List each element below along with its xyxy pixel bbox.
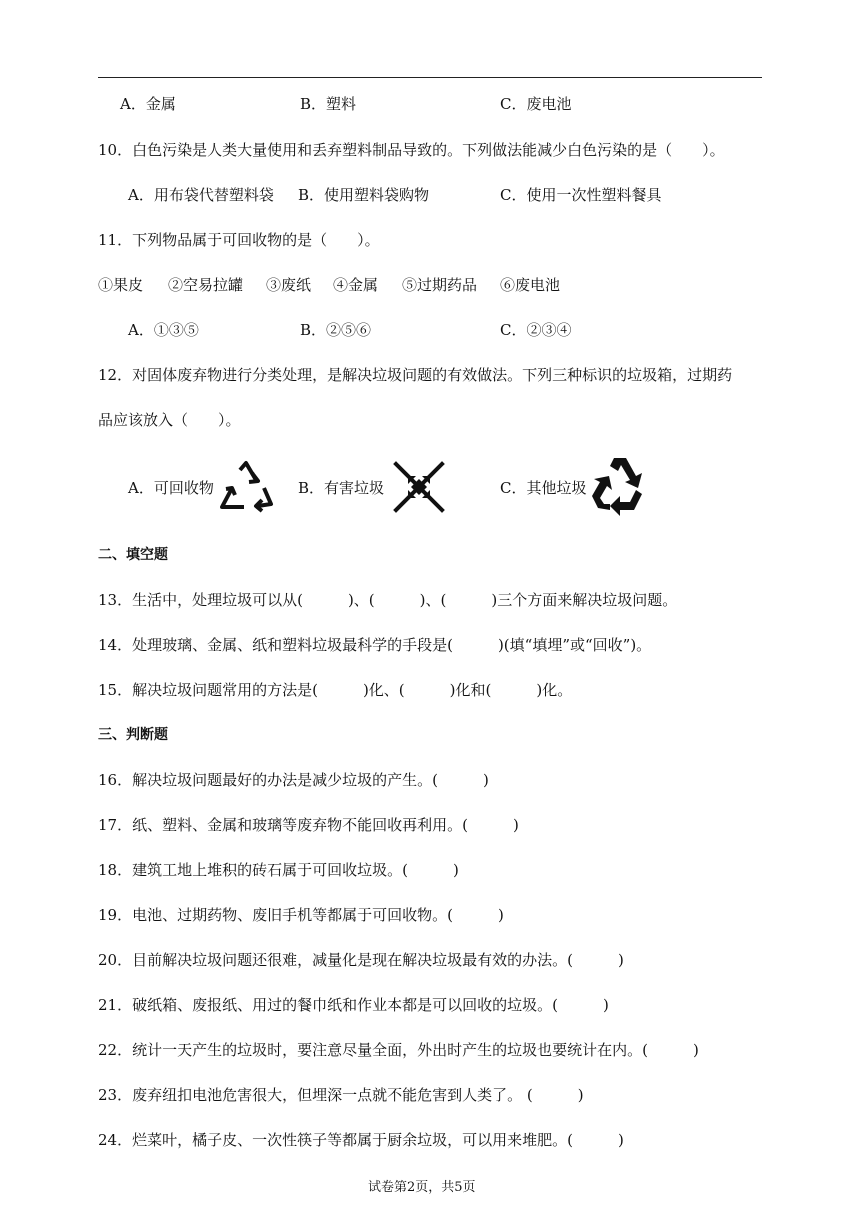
q11-item-5: ⑤过期药品 — [402, 276, 478, 294]
q11-option-a: A．①③⑤ — [128, 321, 199, 339]
q17: 17．纸、塑料、金属和玻璃等废弃物不能回收再利用。( ) — [98, 816, 519, 834]
q10-option-a: A．用布袋代替塑料袋 — [128, 186, 274, 204]
q11-item-2: ②空易拉罐 — [168, 276, 244, 294]
q16: 16．解决垃圾问题最好的办法是减少垃圾的产生。( ) — [98, 771, 489, 789]
q23: 23．废弃纽扣电池危害很大，但埋深一点就不能危害到人类了。 ( ) — [98, 1086, 584, 1104]
q24: 24．烂菜叶，橘子皮、一次性筷子等都属于厨余垃圾，可以用来堆肥。( ) — [98, 1131, 624, 1149]
section-title-true-false: 三、判断题 — [98, 727, 168, 743]
q14: 14．处理玻璃、金属、纸和塑料垃圾最科学的手段是( )(填“填埋”或“回收”)。 — [98, 636, 652, 654]
q22: 22．统计一天产生的垃圾时，要注意尽量全面，外出时产生的垃圾也要统计在内。( ) — [98, 1041, 699, 1059]
q12-option-b: B．有害垃圾 — [298, 479, 385, 497]
q21: 21．破纸箱、废报纸、用过的餐巾纸和作业本都是可以回收的垃圾。( ) — [98, 996, 609, 1014]
recycle-triangle-icon — [218, 460, 274, 514]
q13: 13．生活中，处理垃圾可以从( )、( )、( )三个方面来解决垃圾问题。 — [98, 591, 678, 609]
q12-stem-line1: 12．对固体废弃物进行分类处理，是解决垃圾问题的有效做法。下列三种标识的垃圾箱，过期药 — [98, 366, 733, 384]
q12-option-c: C．其他垃圾 — [500, 479, 587, 497]
hazard-cross-arrows-icon — [392, 460, 446, 514]
q10-stem: 10．白色污染是人类大量使用和丢弃塑料制品导致的。下列做法能减少白色污染的是（ ）。 — [98, 141, 725, 159]
q11-item-3: ③废纸 — [266, 276, 312, 294]
q20: 20．目前解决垃圾问题还很难，减量化是现在解决垃圾最有效的办法。( ) — [98, 951, 624, 969]
q10-option-c: C．使用一次性塑料餐具 — [500, 186, 662, 204]
q9-option-b: B．塑料 — [300, 95, 357, 113]
q18: 18．建筑工地上堆积的砖石属于可回收垃圾。( ) — [98, 861, 459, 879]
section-title-fill-in: 二、填空题 — [98, 547, 168, 563]
q11-stem: 11．下列物品属于可回收物的是（ ）。 — [98, 231, 380, 249]
q12-stem-line2: 品应该放入（ ）。 — [98, 411, 241, 429]
recycle-triangle-icon — [590, 452, 650, 516]
header-rule — [98, 77, 762, 78]
q11-option-c: C．②③④ — [500, 321, 572, 339]
q9-option-a: A．金属 — [120, 95, 176, 113]
q11-item-6: ⑥废电池 — [500, 276, 561, 294]
q11-option-b: B．②⑤⑥ — [300, 321, 372, 339]
q15: 15．解决垃圾问题常用的方法是( )化、( )化和( )化。 — [98, 681, 573, 699]
q11-item-4: ④金属 — [333, 276, 379, 294]
q9-option-c: C．废电池 — [500, 95, 572, 113]
q10-option-b: B．使用塑料袋购物 — [298, 186, 430, 204]
q12-option-a: A．可回收物 — [128, 479, 214, 497]
q11-item-1: ①果皮 — [98, 276, 144, 294]
q19: 19．电池、过期药物、废旧手机等都属于可回收物。( ) — [98, 906, 504, 924]
page-footer: 试卷第2页，共5页 — [368, 1180, 476, 1195]
